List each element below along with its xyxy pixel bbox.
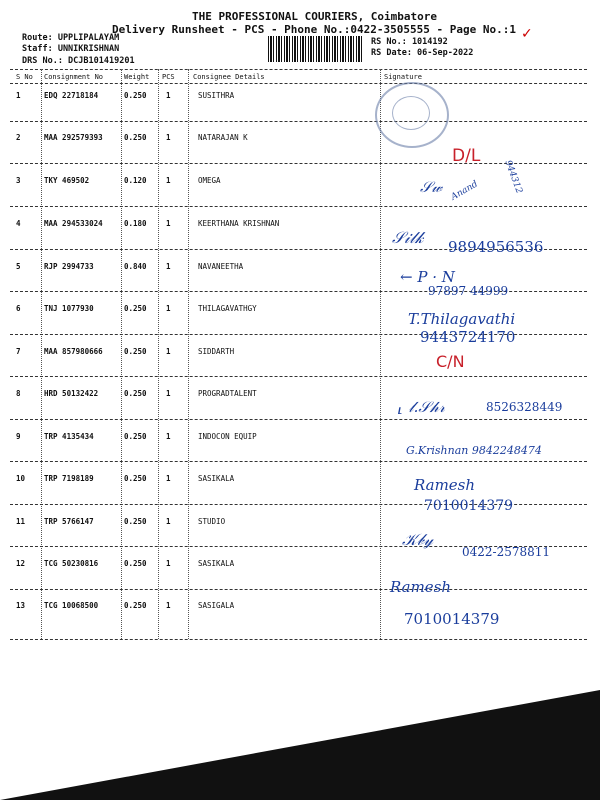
signature-row13-number: 7010014379 [404, 610, 500, 628]
row-consignment-no: TKY 469502 [44, 176, 90, 185]
column-divider [188, 69, 189, 639]
row-sno: 12 [16, 559, 26, 568]
signature-row5-number: 97897 44999 [428, 284, 509, 298]
signature-row9: G.Krishnan 9842248474 [406, 444, 542, 457]
signature-row8: ⸤ 𝓁.𝒮𝒽𝓇 [398, 398, 445, 416]
row-divider [10, 419, 587, 420]
row-sno: 8 [16, 389, 21, 398]
row-consignment-no: EDQ 22718184 [44, 91, 99, 100]
row-sno: 7 [16, 347, 21, 356]
row-sno: 4 [16, 219, 21, 228]
row-consignee: PROGRADTALENT [198, 389, 257, 398]
signature-row3: 𝒮𝓌 [420, 178, 443, 196]
column-divider [121, 69, 122, 639]
col-consignee: Consignee Details [193, 73, 265, 81]
row-weight: 0.250 [124, 133, 147, 142]
signature-row10-number: 7010014379 [424, 498, 514, 514]
row-sno: 3 [16, 176, 21, 185]
rs-number: RS No.: 1014192 [371, 37, 448, 47]
signature-row11-number: 0422-2578811 [462, 545, 551, 559]
signature-row4-number: 9894956536 [448, 238, 544, 256]
row-sno: 11 [16, 517, 26, 526]
col-consignment: Consignment No [44, 73, 104, 81]
drs-number: DRS No.: DCJB101419201 [22, 56, 135, 66]
signature-row11: 𝒦𝒷𝓎 [402, 530, 434, 549]
row-consignee: KEERTHANA KRISHNAN [198, 219, 280, 228]
row-sno: 13 [16, 601, 26, 610]
row-consignment-no: TRP 7198189 [44, 474, 94, 483]
row-consignment-no: TCG 50230816 [44, 559, 99, 568]
row-consignee: NATARAJAN K [198, 133, 248, 142]
row-weight: 0.250 [124, 474, 147, 483]
row-consignee: SIDDARTH [198, 347, 235, 356]
row-sno: 5 [16, 262, 21, 271]
column-divider [41, 69, 42, 639]
row-pcs: 1 [166, 389, 171, 398]
row-pcs: 1 [166, 474, 171, 483]
barcode [268, 36, 364, 62]
col-sno: S No [16, 73, 33, 81]
cn-note: C/N [436, 352, 465, 371]
col-pcs: PCS [162, 73, 175, 81]
signature-row8-number: 8526328449 [486, 400, 563, 414]
row-weight: 0.250 [124, 304, 147, 313]
row-divider [10, 121, 587, 122]
column-divider [158, 69, 159, 639]
row-pcs: 1 [166, 91, 171, 100]
row-divider [10, 376, 587, 377]
row-weight: 0.120 [124, 176, 147, 185]
row-consignment-no: MAA 292579393 [44, 133, 103, 142]
col-weight: Weight [124, 73, 150, 81]
route-label: Route: UPPLIPALAYAM [22, 33, 120, 43]
header-rule-top [10, 69, 587, 70]
row-weight: 0.250 [124, 91, 147, 100]
row-consignee: SASIGALA [198, 601, 235, 610]
row-sno: 2 [16, 133, 21, 142]
column-divider [380, 69, 381, 639]
row-pcs: 1 [166, 432, 171, 441]
row-consignee: STUDIO [198, 517, 226, 526]
row-consignment-no: RJP 2994733 [44, 262, 94, 271]
row-consignee: THILAGAVATHGY [198, 304, 257, 313]
row-divider [10, 163, 587, 164]
signature-row3-name: Anand [449, 179, 480, 203]
row-pcs: 1 [166, 219, 171, 228]
signature-row10-name: Ramesh [414, 476, 476, 494]
row-consignee: INDOCON EQUIP [198, 432, 257, 441]
delivered-note: D/L [452, 146, 481, 166]
signature-row6-name: T.Thilagavathi [408, 310, 516, 328]
checkmark-icon: ✓ [521, 26, 533, 42]
row-weight: 0.250 [124, 347, 147, 356]
row-consignee: SASIKALA [198, 559, 235, 568]
row-sno: 10 [16, 474, 26, 483]
row-divider [10, 461, 587, 462]
row-pcs: 1 [166, 304, 171, 313]
col-signature: Signature [384, 73, 422, 81]
row-pcs: 1 [166, 347, 171, 356]
row-consignment-no: MAA 294533024 [44, 219, 103, 228]
row-sno: 9 [16, 432, 21, 441]
row-pcs: 1 [166, 601, 171, 610]
row-weight: 0.180 [124, 219, 147, 228]
row-pcs: 1 [166, 517, 171, 526]
row-consignee: NAVANEETHA [198, 262, 244, 271]
row-consignee: SASIKALA [198, 474, 235, 483]
row-weight: 0.250 [124, 601, 147, 610]
row-consignment-no: TNJ 1077930 [44, 304, 94, 313]
rs-date: RS Date: 06-Sep-2022 [371, 48, 474, 58]
signature-row3-number: 944312 [502, 159, 524, 195]
row-sno: 6 [16, 304, 21, 313]
row-consignment-no: HRD 50132422 [44, 389, 99, 398]
row-divider [10, 589, 587, 590]
row-weight: 0.250 [124, 432, 147, 441]
row-consignee: SUSITHRA [198, 91, 235, 100]
scan-shadow [0, 690, 600, 800]
company-name: THE PROFESSIONAL COURIERS, Coimbatore [192, 10, 438, 23]
row-weight: 0.840 [124, 262, 147, 271]
row-consignee: OMEGA [198, 176, 221, 185]
signature-row5: ← P · N [400, 268, 455, 286]
signature-row13-name: Ramesh [390, 578, 452, 596]
row-consignment-no: TRP 5766147 [44, 517, 94, 526]
runsheet-title: Delivery Runsheet - PCS - Phone No.:0422-3505555 - Page No.:1 [112, 23, 516, 36]
row-pcs: 1 [166, 133, 171, 142]
row-weight: 0.250 [124, 559, 147, 568]
office-stamp-inner [392, 96, 430, 130]
row-weight: 0.250 [124, 389, 147, 398]
row-divider [10, 639, 587, 640]
row-pcs: 1 [166, 176, 171, 185]
signature-row6-number: 9443724170 [420, 328, 516, 346]
staff-label: Staff: UNNIKRISHNAN [22, 44, 120, 54]
header-rule-bottom [10, 83, 587, 84]
row-pcs: 1 [166, 262, 171, 271]
row-consignment-no: MAA 857980666 [44, 347, 103, 356]
row-weight: 0.250 [124, 517, 147, 526]
row-consignment-no: TRP 4135434 [44, 432, 94, 441]
row-divider [10, 206, 587, 207]
row-sno: 1 [16, 91, 21, 100]
row-consignment-no: TCG 10068500 [44, 601, 99, 610]
row-pcs: 1 [166, 559, 171, 568]
signature-row4: 𝒮𝒾𝓁𝓀 [392, 228, 424, 247]
